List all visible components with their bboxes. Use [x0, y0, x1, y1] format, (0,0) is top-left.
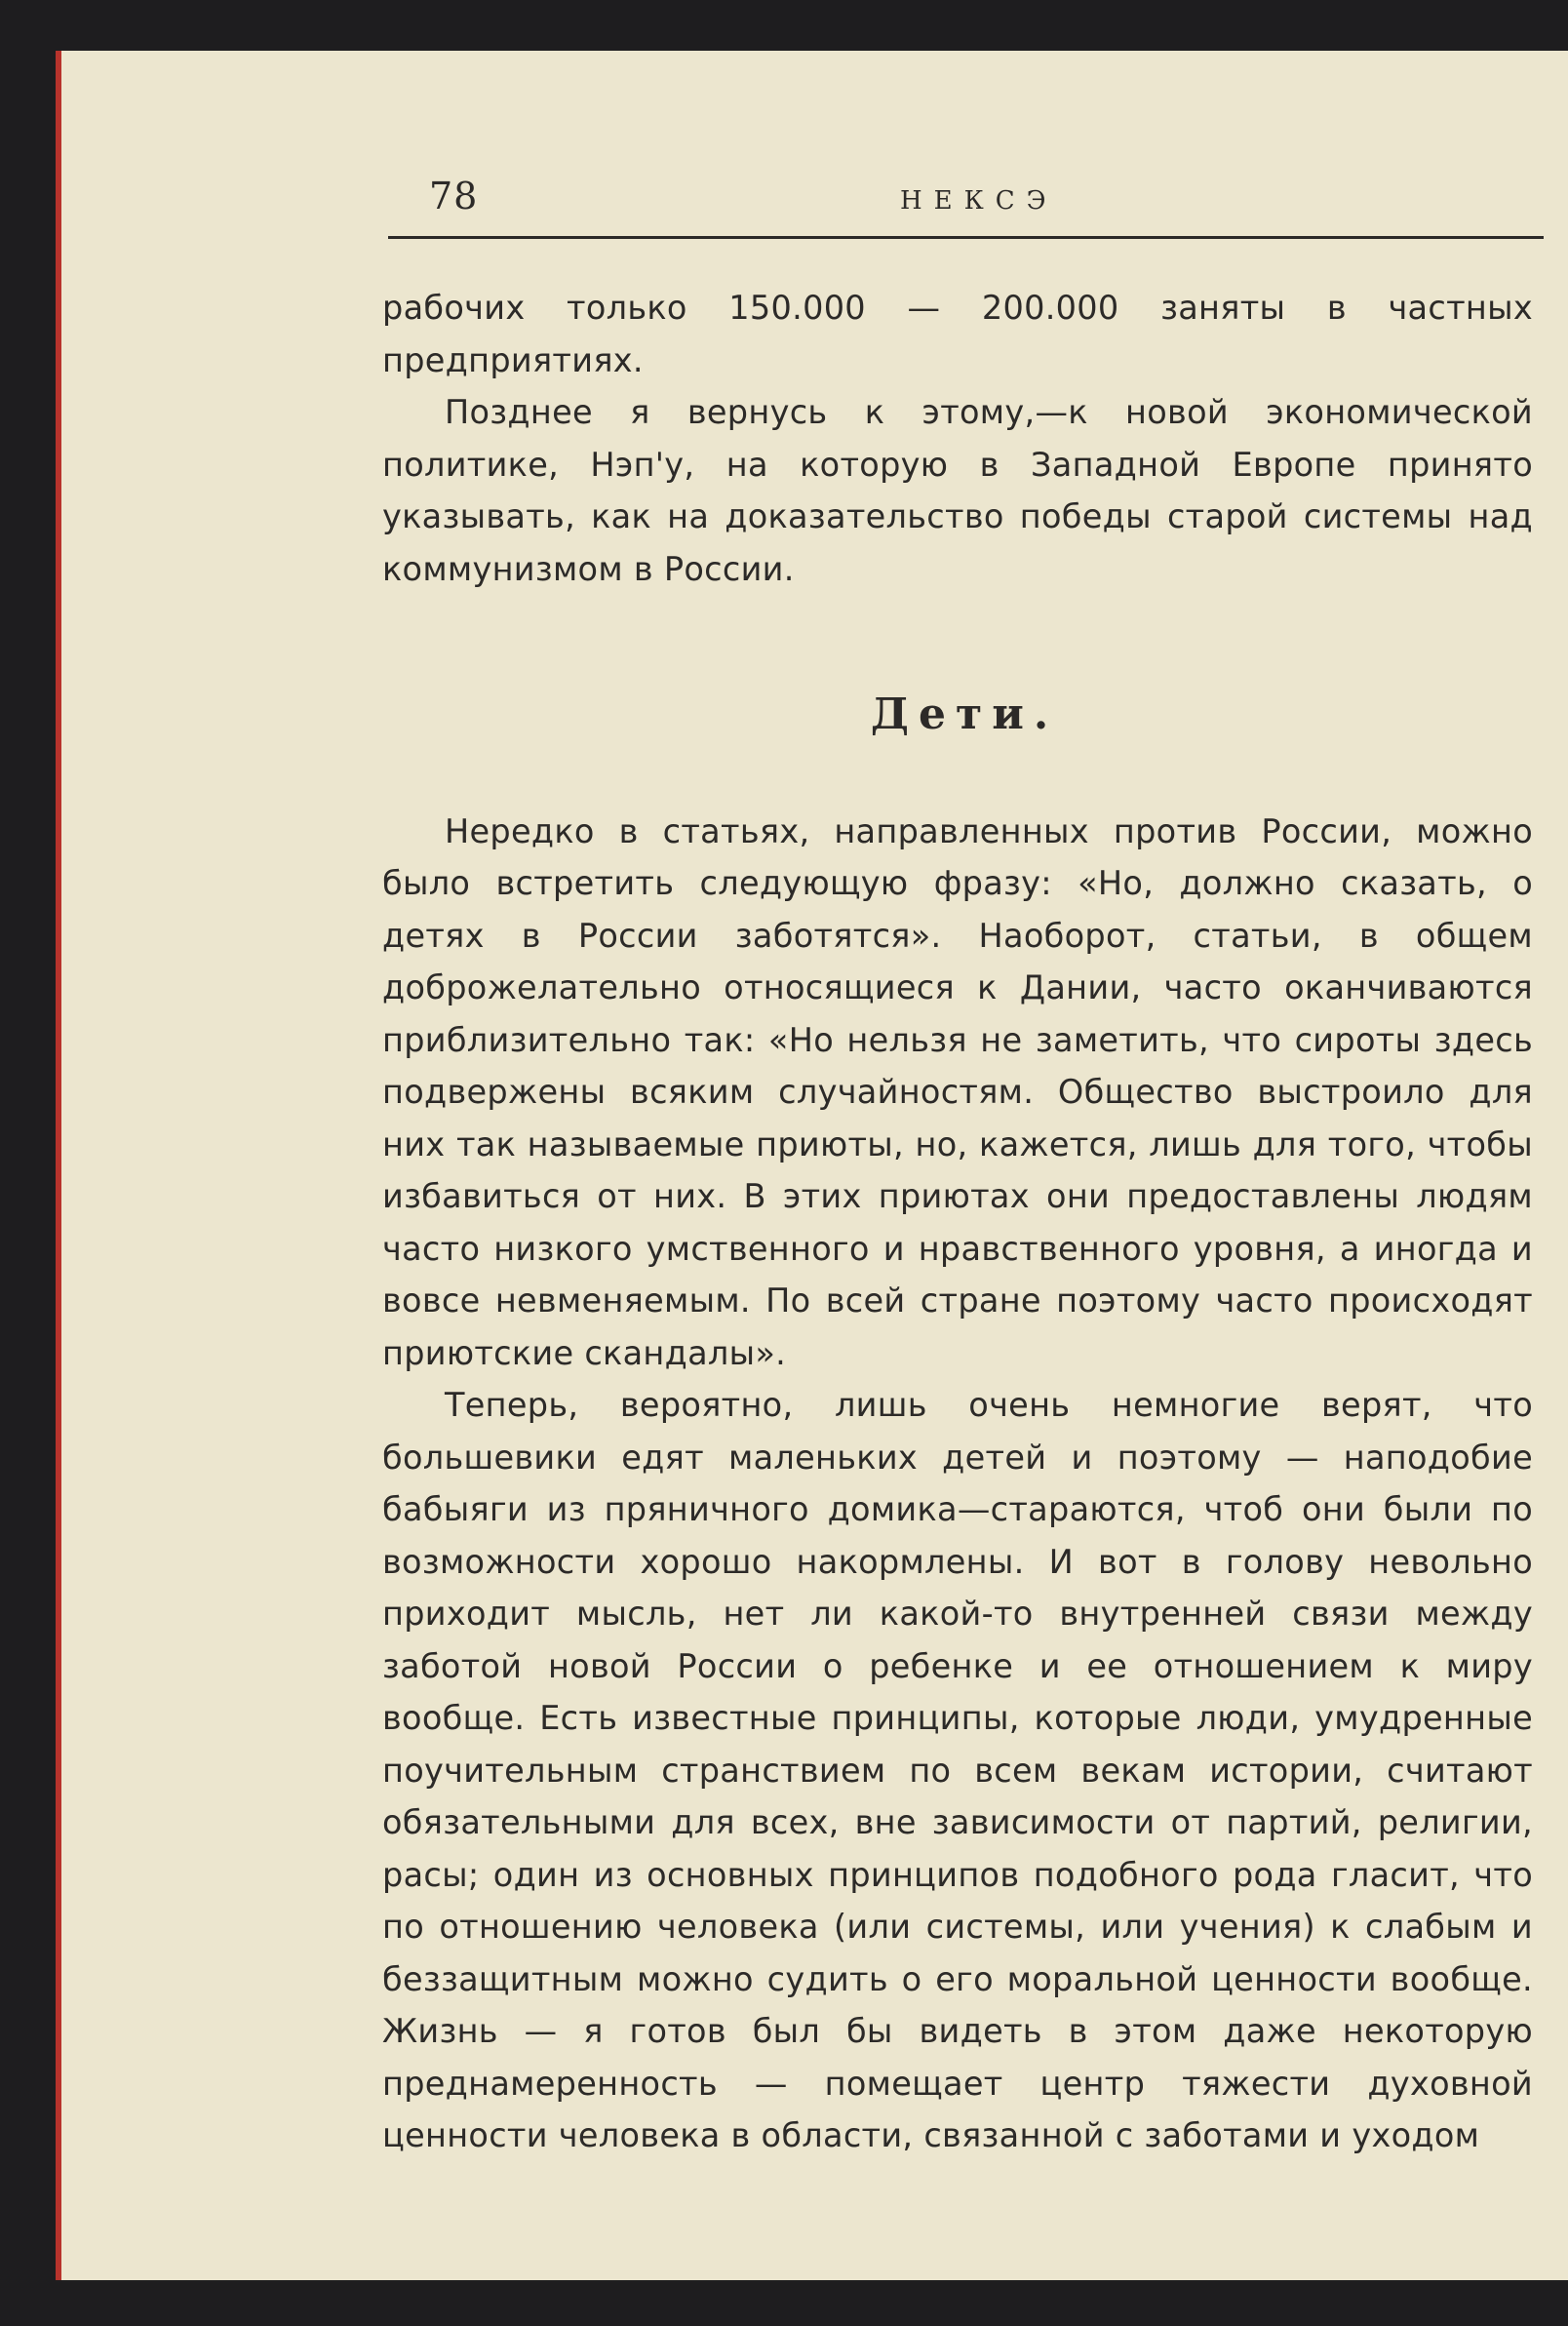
- paragraph: Позднее я вернусь к этому,—к новой экономической политике, Нэп'у, на которую в Западной Европе принято указывать, как на доказательство победы старой системы над коммунизмом в России.: [382, 393, 1533, 588]
- paragraph: Теперь, вероятно, лишь очень немногие верят, что большевики едят маленьких детей и поэтому — наподобие бабыяги из пряничного домика—стараются, чтоб они были по возможности хорошо накормлены. И вот в голову невольно приходит мысль, нет ли какой-то внутренней связи между заботой новой России о ребенке и ее отношением к миру вообще. Есть известные принципы, которые люди, умудренные поучительным странствием по всем векам истории, считают обязательными для всех, вне зависимости от партий, религии, расы; один из основных принципов подобного рода гласит, что по отношению человека (или системы, или учения) к слабым и беззащитным можно судить о его моральной ценности вообще. Жизнь — я готов был бы видеть в этом даже некоторую преднамеренность — помещает центр тяжести духовной ценности человека в области, связанной с заботами и уходом: [382, 1386, 1533, 2154]
- running-title: НЕКСЭ: [900, 186, 1058, 216]
- body-text: [382, 282, 1533, 2162]
- paragraph: Нередко в статьях, направленных против России, можно было встретить следующую фразу: «Но, должно сказать, о детях в России заботятся». Наоборот, статьи, в общем доброжелательно относящиеся к Дании, часто оканчиваются приблизительно так: «Но нельзя не заметить, что сироты здесь подвержены всяким случайностям. Общество выстроило для них так называемые приюты, но, кажется, лишь для того, чтобы избавиться от них. В этих приютах они предоставлены людям часто низкого умственного и нравственного уровня, а иногда и вовсе невменяемым. По всей стране поэтому часто происходят приютские скандалы».: [382, 811, 1533, 1372]
- page-number: 78: [429, 175, 479, 217]
- page-content: [330, 126, 1533, 2154]
- section-heading: Дети.: [870, 690, 1059, 739]
- paragraph: рабочих только 150.000 — 200.000 заняты в частных предприятиях.: [382, 289, 1533, 379]
- running-head: [330, 126, 1529, 219]
- header-rule: [388, 236, 1544, 239]
- book-page: [56, 51, 1568, 2280]
